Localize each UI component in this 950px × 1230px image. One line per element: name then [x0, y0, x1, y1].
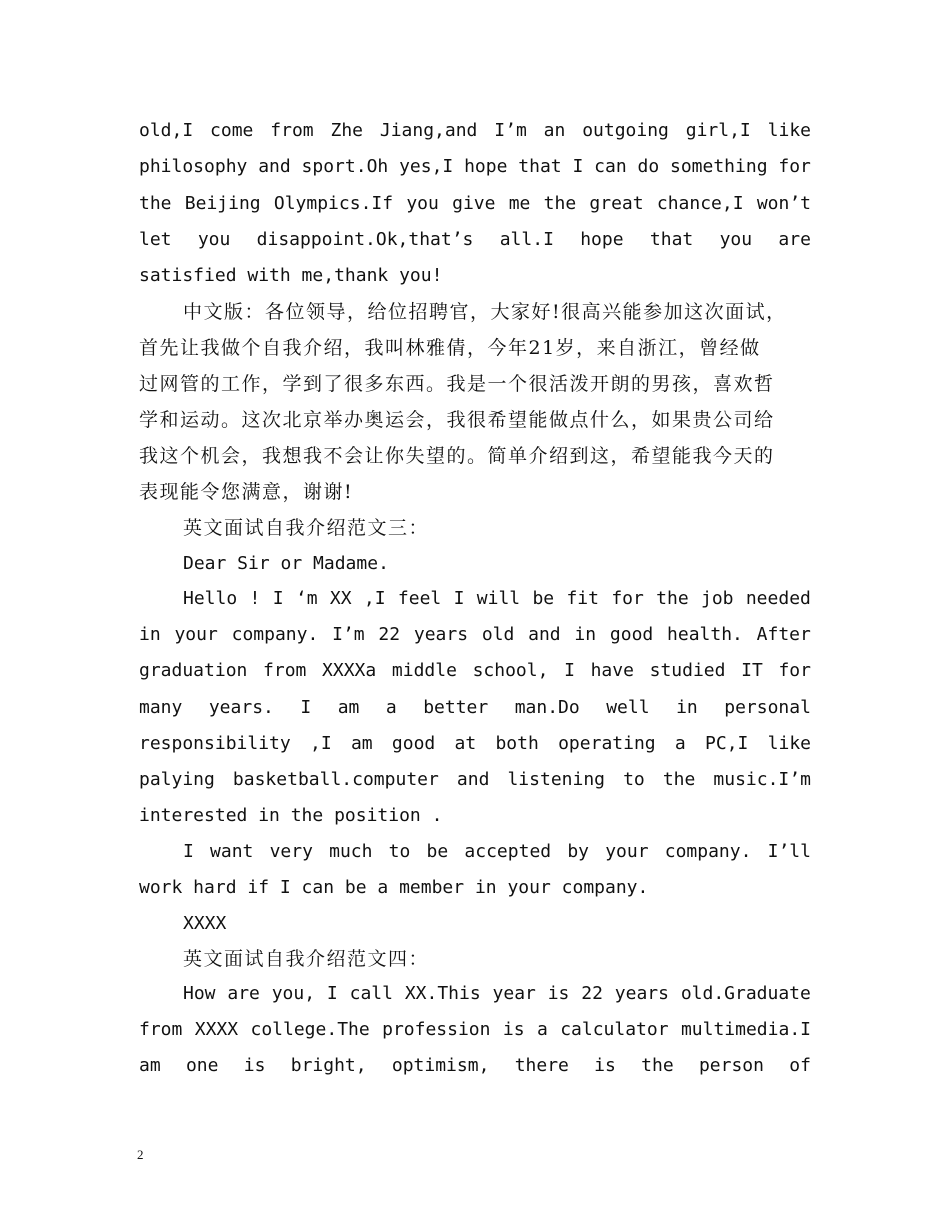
word: there [514, 1055, 569, 1076]
word: from [139, 1019, 183, 1040]
word: at [454, 733, 477, 754]
word: ,I [309, 733, 332, 754]
word: the [656, 588, 689, 609]
text-line [139, 726, 811, 762]
word: the [543, 193, 577, 214]
text-line [139, 653, 811, 689]
word: person [698, 1055, 764, 1076]
word: the [641, 1055, 674, 1076]
word: in [676, 697, 698, 718]
text-line: 过网管的工作，学到了很多东西。我是一个很活泼开朗的男孩，喜欢哲 [139, 373, 775, 395]
text-line [183, 581, 811, 617]
word: better [423, 697, 489, 718]
text-line: 首先让我做个自我介绍，我叫林雅倩，今年21岁，来自浙江，曾经做 [139, 337, 761, 359]
text-line [139, 222, 811, 258]
word: for [611, 588, 644, 609]
section-heading: 英文面试自我介绍范文三： [183, 517, 430, 539]
word: school, [472, 660, 549, 681]
text-line: satisfied with me,thank you! [139, 265, 443, 286]
word: is [502, 1019, 525, 1040]
word: an [543, 120, 566, 141]
word: much [329, 841, 373, 862]
text-line [139, 762, 811, 798]
word: yes,I [399, 156, 454, 177]
word: years [614, 983, 669, 1004]
text-line [183, 834, 811, 870]
word: XX.This [404, 983, 481, 1004]
text-line [139, 1012, 811, 1048]
word: good [609, 624, 654, 645]
word: 22 [581, 983, 603, 1004]
text-line [139, 149, 811, 185]
word: basketball.computer [232, 769, 439, 790]
word: I [300, 697, 312, 718]
word: ! [249, 588, 261, 609]
word: old,I [139, 120, 194, 141]
word: I [272, 588, 284, 609]
word: XX [329, 588, 352, 609]
word: old [481, 624, 515, 645]
word: IT [741, 660, 763, 681]
word: from [263, 660, 307, 681]
word: like [767, 733, 811, 754]
word: Jiang,and [379, 120, 478, 141]
word: by [567, 841, 589, 862]
text-line: work hard if I can be a member in your company. [139, 877, 649, 898]
text-line [139, 690, 811, 726]
word: job [701, 588, 734, 609]
word: studied [649, 660, 726, 681]
word: music.I’m [713, 769, 811, 790]
word: from [270, 120, 314, 141]
word: fit [566, 588, 599, 609]
word: and [528, 624, 561, 645]
word: college.The [250, 1019, 370, 1040]
word: optimism, [391, 1055, 490, 1076]
word: come [210, 120, 254, 141]
word: personal [724, 697, 811, 718]
text-line [183, 976, 811, 1012]
word: man.Do [514, 697, 580, 718]
text-line [139, 1048, 811, 1084]
word: Beijing [184, 193, 261, 214]
word: that [518, 156, 562, 177]
word: years. [208, 697, 274, 718]
word: can [594, 156, 627, 177]
section-heading: 英文面试自我介绍范文四： [183, 948, 430, 970]
word: have [590, 660, 634, 681]
word: I [326, 983, 338, 1004]
word: like [767, 120, 811, 141]
text-line: interested in the position . [139, 805, 443, 826]
word: middle [391, 660, 457, 681]
word: ,I [363, 588, 386, 609]
word: I [183, 841, 194, 862]
word: in [574, 624, 597, 645]
word: Hello [183, 588, 238, 609]
word: you, [271, 983, 316, 1004]
word: your [605, 841, 649, 862]
word: be [532, 588, 555, 609]
word: feel [397, 588, 442, 609]
word: graduation [139, 660, 248, 681]
word: bright, [290, 1055, 367, 1076]
word: calculator [560, 1019, 669, 1040]
word: accepted [464, 841, 552, 862]
word: years [413, 624, 469, 645]
word: for [778, 660, 811, 681]
page-number: 2 [137, 1147, 144, 1162]
word: give [452, 193, 496, 214]
word: am [139, 1055, 161, 1076]
word: company. [664, 841, 752, 862]
word: I’m [494, 120, 527, 141]
word: you [197, 229, 231, 250]
text-line: 我这个机会，我想我不会让你失望的。简单介绍到这，希望能我今天的 [139, 445, 775, 467]
word: Olympics.If [273, 193, 394, 214]
word: one [185, 1055, 219, 1076]
word: multimedia.I [680, 1019, 811, 1040]
word: hope [464, 156, 508, 177]
word: old.Graduate [680, 983, 811, 1004]
word: many [139, 697, 183, 718]
word: ‘m [295, 588, 318, 609]
word: all.I [499, 229, 554, 250]
text-line: Dear Sir or Madame. [183, 553, 389, 574]
word: PC,I [705, 733, 749, 754]
word: the [662, 769, 696, 790]
word: health. [667, 624, 743, 645]
text-line: 中文版：各位领导，给位招聘官，大家好!很高兴能参加这次面试， [183, 301, 787, 323]
text-line [139, 113, 811, 149]
word: well [606, 697, 650, 718]
word: is [547, 983, 570, 1004]
text-line [139, 617, 811, 653]
word: outgoing [582, 120, 669, 141]
word: great [589, 193, 644, 214]
word: do [637, 156, 660, 177]
word: XXXXa [322, 660, 377, 681]
word: let [139, 229, 172, 250]
word: I’ll [767, 841, 811, 862]
word: disappoint.Ok,that’s [256, 229, 474, 250]
word: sport.Oh [301, 156, 389, 177]
word: After [756, 624, 811, 645]
word: of [789, 1055, 811, 1076]
word: operating [558, 733, 656, 754]
word: listening [507, 769, 606, 790]
word: will [476, 588, 521, 609]
word: needed [745, 588, 811, 609]
word: is [243, 1055, 266, 1076]
word: girl,I [685, 120, 751, 141]
word: are [778, 229, 811, 250]
word: Zhe [330, 120, 363, 141]
word: XXXX [194, 1019, 239, 1040]
word: you [406, 193, 439, 214]
word: philosophy [139, 156, 248, 177]
text-line: 学和运动。这次北京举办奥运会，我很希望能做点什么，如果贵公司给 [139, 409, 775, 431]
word: company. [231, 624, 319, 645]
word: chance,I [656, 193, 744, 214]
word: I [453, 588, 465, 609]
word: your [174, 624, 218, 645]
word: I [564, 660, 575, 681]
word: I’m [332, 624, 365, 645]
word: won’t [756, 193, 811, 214]
word: a [536, 1019, 548, 1040]
word: is [594, 1055, 616, 1076]
word: that [649, 229, 694, 250]
word: very [269, 841, 313, 862]
word: for [778, 156, 811, 177]
word: the [139, 193, 172, 214]
word: both [495, 733, 539, 754]
word: am [350, 733, 373, 754]
text-line: 表现能令您满意，谢谢! [139, 481, 354, 503]
word: good [391, 733, 436, 754]
text-line [139, 186, 811, 222]
word: and [258, 156, 291, 177]
word: to [623, 769, 645, 790]
word: in [139, 624, 161, 645]
word: something [670, 156, 768, 177]
word: me [508, 193, 531, 214]
word: want [210, 841, 254, 862]
word: hope [580, 229, 624, 250]
word: am [337, 697, 360, 718]
word: palying [139, 769, 215, 790]
word: be [426, 841, 449, 862]
word: year [492, 983, 536, 1004]
text-line: XXXX [183, 913, 227, 934]
word: call [349, 983, 393, 1004]
word: a [385, 697, 397, 718]
word: 22 [378, 624, 401, 645]
word: and [456, 769, 490, 790]
word: are [227, 983, 260, 1004]
word: a [674, 733, 686, 754]
word: I [572, 156, 584, 177]
word: profession [382, 1019, 491, 1040]
word: to [388, 841, 411, 862]
word: responsibility [139, 733, 291, 754]
word: How [183, 983, 216, 1004]
word: you [719, 229, 753, 250]
